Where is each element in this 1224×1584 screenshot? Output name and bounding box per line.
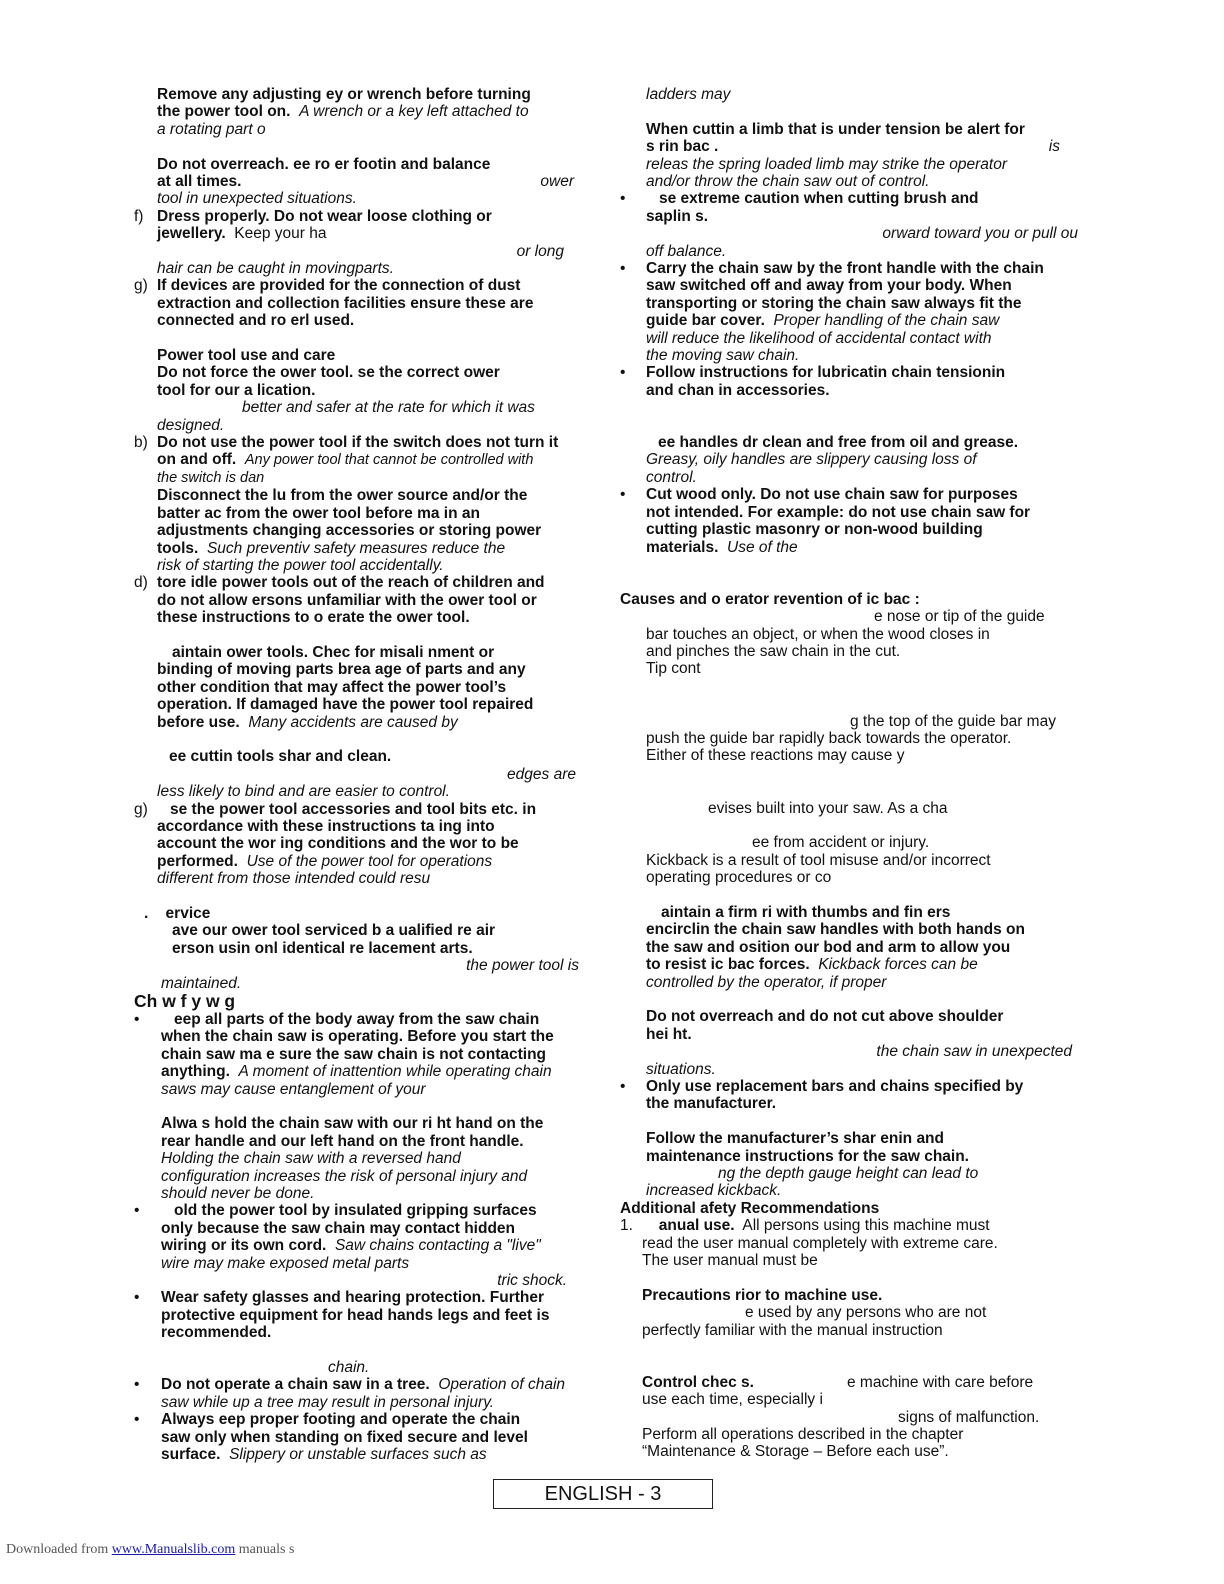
text-line: the moving saw chain. [646, 347, 800, 365]
list-marker: g) [134, 800, 148, 818]
text-line: read the user manual completely with extreme care. [642, 1234, 998, 1252]
tree-block [134, 1376, 594, 1411]
text-line: Remove any adjusting ey or wrench before turning [157, 86, 531, 103]
text-line: tool in unexpected situations. [157, 190, 357, 208]
text-line: Such preventiv safety measures reduce the [206, 539, 506, 557]
text-line: edges are [507, 765, 576, 783]
text-line: the saw and osition our bod and arm to allow you [646, 938, 1011, 956]
text-line: and/or throw the chain saw out of control. [646, 173, 930, 191]
dress-block [134, 208, 594, 278]
text-line: less likely to bind and are easier to control. [157, 783, 450, 801]
text-line: situations. [646, 1060, 716, 1078]
text-line: A wrench or a key left attached to [299, 103, 529, 121]
text-line: bar touches an object, or when the wood closes in [646, 625, 990, 643]
text-line: before use. [157, 713, 240, 731]
text-line: ng the depth gauge height can lead to [718, 1164, 979, 1182]
cut-wood-block [620, 486, 1090, 556]
text-line: performed. [157, 852, 238, 870]
text-line: surface. [161, 1446, 221, 1464]
text-line: increased kickback. [646, 1182, 782, 1200]
text-line: these instructions to o erate the ower tool. [157, 609, 470, 627]
lubrication-block [620, 364, 1090, 399]
text-line: Any power tool that cannot be controlled with [244, 452, 534, 469]
text-line: Precautions rior to machine use. [642, 1286, 883, 1304]
dust-extraction-block [134, 277, 594, 329]
text-line: and chan in accessories. [646, 381, 830, 399]
text-line: to resist ic bac forces. [646, 956, 810, 974]
text-line: signs of malfunction. [898, 1408, 1040, 1426]
text-line: do not allow ersons unfamiliar with the ower tool or [157, 591, 537, 609]
control-checks-block [620, 1374, 1090, 1461]
bullet: • [620, 260, 626, 278]
text-line: at all times. [157, 173, 242, 191]
text-line: only because the saw chain may contact hidden [161, 1219, 516, 1237]
text-line: rear handle and our left hand on the front handle. [161, 1132, 524, 1150]
text-line: “Maintenance & Storage – Before each use”. [642, 1443, 949, 1461]
text-line: Always eep proper footing and operate the chain [161, 1411, 521, 1429]
text-line: aintain a firm ri with thumbs and fin ers [661, 903, 951, 921]
download-prefix: Downloaded from [6, 1542, 109, 1557]
text-line: Holding the chain saw with a reversed hand [161, 1150, 461, 1168]
text-line: materials. [646, 538, 719, 556]
handles-dry-block [620, 434, 1090, 486]
manual-use-block [620, 1217, 1090, 1269]
text-line: Carry the chain saw by the front handle with the chain [646, 260, 1044, 278]
text-line: risk of starting the power tool accidentally. [157, 556, 444, 574]
text-line: wiring or its own cord. [161, 1237, 327, 1255]
text-line: Only use replacement bars and chains specified by [646, 1077, 1024, 1095]
text-line: adjustments changing accessories or storing power [157, 522, 542, 540]
text-line: e machine with care before [847, 1373, 1034, 1391]
text-line: connected and ro erl used. [157, 312, 355, 330]
text-line: protective equipment for head hands legs and feet is [161, 1306, 550, 1324]
bullet: • [620, 364, 626, 382]
text-line: recommended. [161, 1324, 272, 1342]
additional-safety-heading: Additional afety Recommendations [620, 1199, 880, 1217]
text-line: Saw chains contacting a "live" [334, 1237, 541, 1255]
text-line: extraction and collection facilities ensure these are [157, 294, 534, 312]
text-line: Use of the [727, 538, 798, 556]
text-line: s rin bac . [646, 138, 719, 156]
text-line: ee from accident or injury. [752, 834, 930, 852]
text-line: saws may cause entanglement of your [161, 1080, 426, 1098]
bullet: • [134, 1376, 140, 1394]
list-marker: 1. [620, 1217, 633, 1235]
text-line: binding of moving parts brea age of parts and any [157, 661, 526, 679]
text-line: Follow instructions for lubricatin chain tensionin [646, 364, 1006, 382]
text-line: se extreme caution when cutting brush and [659, 190, 979, 208]
shoulder-height-block [620, 1008, 1090, 1078]
text-line: account the wor ing conditions and the wor to be [157, 835, 519, 853]
chain-saw-safety-heading: Ch w f y w g [134, 991, 236, 1011]
text-line: saplin s. [646, 207, 709, 225]
bullet: • [134, 1289, 140, 1307]
text-line: the manufacturer. [646, 1095, 777, 1113]
spring-back-block [620, 121, 1090, 191]
text-line: is [1048, 138, 1060, 156]
text-line: Do not overreach. ee ro er footin and balance [157, 155, 491, 173]
text-line: Kickback is a result of tool misuse and/or incorrect [646, 851, 991, 869]
text-line: controlled by the operator, if proper [646, 973, 887, 991]
text-line: the switch is dan [157, 469, 265, 486]
text-line: maintenance instructions for the saw chain. [646, 1147, 969, 1165]
adjusting-key-block [134, 86, 594, 138]
text-line: push the guide bar rapidly back towards the operator. [646, 729, 1012, 747]
text-line: the power tool is [466, 957, 579, 975]
replacement-block [620, 1078, 1090, 1113]
text-line: tric shock. [497, 1272, 567, 1290]
text-line: Kickback forces can be [818, 956, 978, 974]
text-line: not intended. For example: do not use chain saw for [646, 503, 1031, 521]
download-notice [6, 1541, 294, 1558]
text-line: evises built into your saw. As a cha [708, 799, 948, 817]
text-line: different from those intended could resu [157, 870, 431, 888]
keep-body-away-block [134, 1011, 594, 1098]
text-line: Keep your ha [234, 225, 327, 243]
text-line: jewellery. [157, 225, 226, 243]
text-line: Operation of chain [438, 1376, 566, 1394]
text-line: Tip cont [646, 660, 701, 678]
text-line: use each time, especially i [642, 1391, 823, 1409]
text-line: a rotating part o [157, 120, 266, 138]
left-column [134, 86, 594, 1464]
accessories-block [134, 801, 594, 888]
bullet: • [620, 486, 626, 504]
section-heading: Power tool use and care [157, 347, 336, 365]
hand-position-block [134, 1115, 594, 1202]
text-line: designed. [157, 416, 225, 434]
list-marker: d) [134, 574, 148, 592]
text-line: g the top of the guide bar may [850, 712, 1056, 730]
text-line: orward toward you or pull ou [882, 225, 1078, 243]
text-line: eep all parts of the body away from the saw chain [174, 1011, 540, 1028]
text-line: anything. [161, 1063, 230, 1081]
text-line: anual use. [658, 1217, 735, 1235]
text-line: configuration increases the risk of personal injury and [161, 1167, 528, 1185]
right-column [620, 86, 1090, 1461]
text-line: erson usin onl identical re lacement arts. [172, 939, 473, 957]
text-line: ladders may [646, 86, 731, 103]
text-line: chain. [328, 1359, 370, 1377]
text-line: Control chec s. [642, 1373, 754, 1391]
page-number-box [493, 1479, 713, 1509]
text-line: saw only when standing on fixed secure and level [161, 1428, 528, 1446]
safety-glasses-block [134, 1289, 594, 1341]
text-line: Cut wood only. Do not use chain saw for purposes [646, 486, 1018, 504]
text-line: control. [646, 468, 697, 486]
text-line: tools. [157, 539, 199, 557]
bullet: • [134, 1202, 140, 1220]
page-label: ENGLISH - 3 [544, 1483, 662, 1505]
bullet: • [620, 190, 626, 208]
store-idle-block [134, 574, 594, 626]
text-line: Disconnect the lu from the ower source and/or the [157, 487, 528, 505]
precautions-block [620, 1287, 1090, 1339]
text-line: cutting plastic masonry or non-wood building [646, 521, 983, 539]
bullet: • [134, 1011, 140, 1028]
list-marker: g) [134, 277, 148, 295]
text-line: chain saw ma e sure the saw chain is not contacting [161, 1045, 547, 1063]
text-line: tool for our a lication. [157, 381, 316, 399]
text-line: Proper handling of the chain saw [773, 312, 1000, 330]
list-marker: b) [134, 434, 148, 452]
power-tool-care-block [134, 347, 594, 434]
text-line: se the power tool accessories and tool bits etc. in [170, 800, 537, 818]
kickback-causes-heading: Causes and o erator revention of ic bac : [620, 590, 920, 608]
text-line: ave our ower tool serviced b a ualified re air [172, 922, 496, 940]
text-line: the power tool on. [157, 103, 291, 121]
text-line: when the chain saw is operating. Before you start the [161, 1028, 554, 1046]
text-line: Do not use the power tool if the switch does not turn it [157, 434, 559, 452]
text-line: Do not operate a chain saw in a tree. [161, 1376, 430, 1394]
text-line: will reduce the likelihood of accidental contact with [646, 329, 992, 347]
text-line: on and off. [157, 451, 237, 469]
text-line: When cuttin a limb that is under tension be alert for [646, 120, 1025, 138]
text-line: batter ac from the ower tool before ma in an [157, 504, 480, 522]
text-line: e used by any persons who are not [745, 1304, 987, 1322]
text-line: Alwa s hold the chain saw with our ri ht hand on the [161, 1115, 544, 1133]
text-line: off balance. [646, 242, 727, 260]
insulated-grip-block [134, 1202, 594, 1289]
text-line: Use of the power tool for operations [246, 852, 493, 870]
text-line: All persons using this machine must [742, 1217, 990, 1235]
text-line: hei ht. [646, 1025, 692, 1043]
text-line: maintained. [161, 974, 242, 992]
bullet: • [620, 1077, 626, 1095]
bullet: • [134, 1411, 140, 1429]
text-line: Slippery or unstable surfaces such as [229, 1446, 487, 1464]
text-line: Greasy, oily handles are slippery causing loss of [646, 451, 977, 469]
list-marker: f) [134, 207, 144, 225]
text-line: transporting or storing the chain saw always fit the [646, 294, 1022, 312]
overreach-block [134, 156, 594, 208]
text-line: If devices are provided for the connection of dust [157, 277, 521, 295]
footing-block [134, 1411, 594, 1463]
text-line: Do not force the ower tool. se the correct ower [157, 364, 500, 382]
text-line: should never be done. [161, 1185, 315, 1203]
text-line: guide bar cover. [646, 312, 765, 330]
text-line: ee cuttin tools shar and clean. [169, 748, 392, 766]
text-line: A moment of inattention while operating chain [238, 1063, 552, 1081]
manualslib-link[interactable]: www.Manualslib.com [111, 1542, 236, 1557]
text-line: ower [540, 173, 574, 191]
brush-block [620, 190, 1090, 260]
text-line: better and safer at the rate for which it was [242, 399, 535, 417]
text-line: and pinches the saw chain in the cut. [646, 642, 901, 660]
section-heading: ervice [165, 904, 211, 922]
text-line: the chain saw in unexpected [876, 1043, 1072, 1061]
text-line: Follow the manufacturer’s shar enin and [646, 1130, 944, 1148]
text-line: e nose or tip of the guide [874, 608, 1045, 626]
text-line: other condition that may affect the power tool’s [157, 678, 507, 696]
kickback-causes-block [620, 608, 1090, 886]
list-marker: . [144, 904, 149, 922]
sharpening-block [620, 1130, 1090, 1200]
service-block [134, 905, 594, 992]
text-line: tore idle power tools out of the reach of children and [157, 574, 545, 592]
text-line: operating procedures or co [646, 869, 832, 887]
text-line: operation. If damaged have the power tool repaired [157, 696, 534, 714]
text-line: aintain ower tools. Chec for misali nment or [172, 643, 495, 661]
text-line: Do not overreach and do not cut above shoulder [646, 1008, 1004, 1026]
text-line: Either of these reactions may cause y [646, 747, 905, 765]
text-line: saw switched off and away from your body. When [646, 277, 1012, 295]
text-line: releas the spring loaded limb may strike the operator [646, 155, 1007, 173]
text-line: or long [516, 242, 564, 260]
text-line: Wear safety glasses and hearing protection. Further [161, 1289, 545, 1307]
text-line: accordance with these instructions ta ing into [157, 817, 495, 835]
text-line: Dress properly. Do not wear loose clothing or [157, 207, 492, 225]
maintain-block [134, 644, 594, 731]
text-line: Perform all operations described in the chapter [642, 1426, 964, 1443]
text-line: saw while up a tree may result in personal injury. [161, 1393, 495, 1411]
text-line: Many accidents are caused by [248, 713, 458, 731]
text-line: The user manual must be [642, 1251, 818, 1269]
text-line: encirclin the chain saw handles with both hands on [646, 921, 1025, 939]
text-line: old the power tool by insulated gripping surfaces [174, 1202, 537, 1220]
text-line: wire may make exposed metal parts [161, 1254, 410, 1272]
carry-block [620, 260, 1090, 364]
text-line: hair can be caught in movingparts. [157, 260, 394, 278]
text-line: ee handles dr clean and free from oil and grease. [658, 434, 1019, 452]
download-suffix: manuals s [238, 1542, 295, 1557]
switch-block [134, 434, 594, 574]
firm-grip-block [620, 904, 1090, 991]
cutting-tools-block [134, 748, 594, 800]
text-line: perfectly familiar with the manual instruction [642, 1321, 943, 1339]
